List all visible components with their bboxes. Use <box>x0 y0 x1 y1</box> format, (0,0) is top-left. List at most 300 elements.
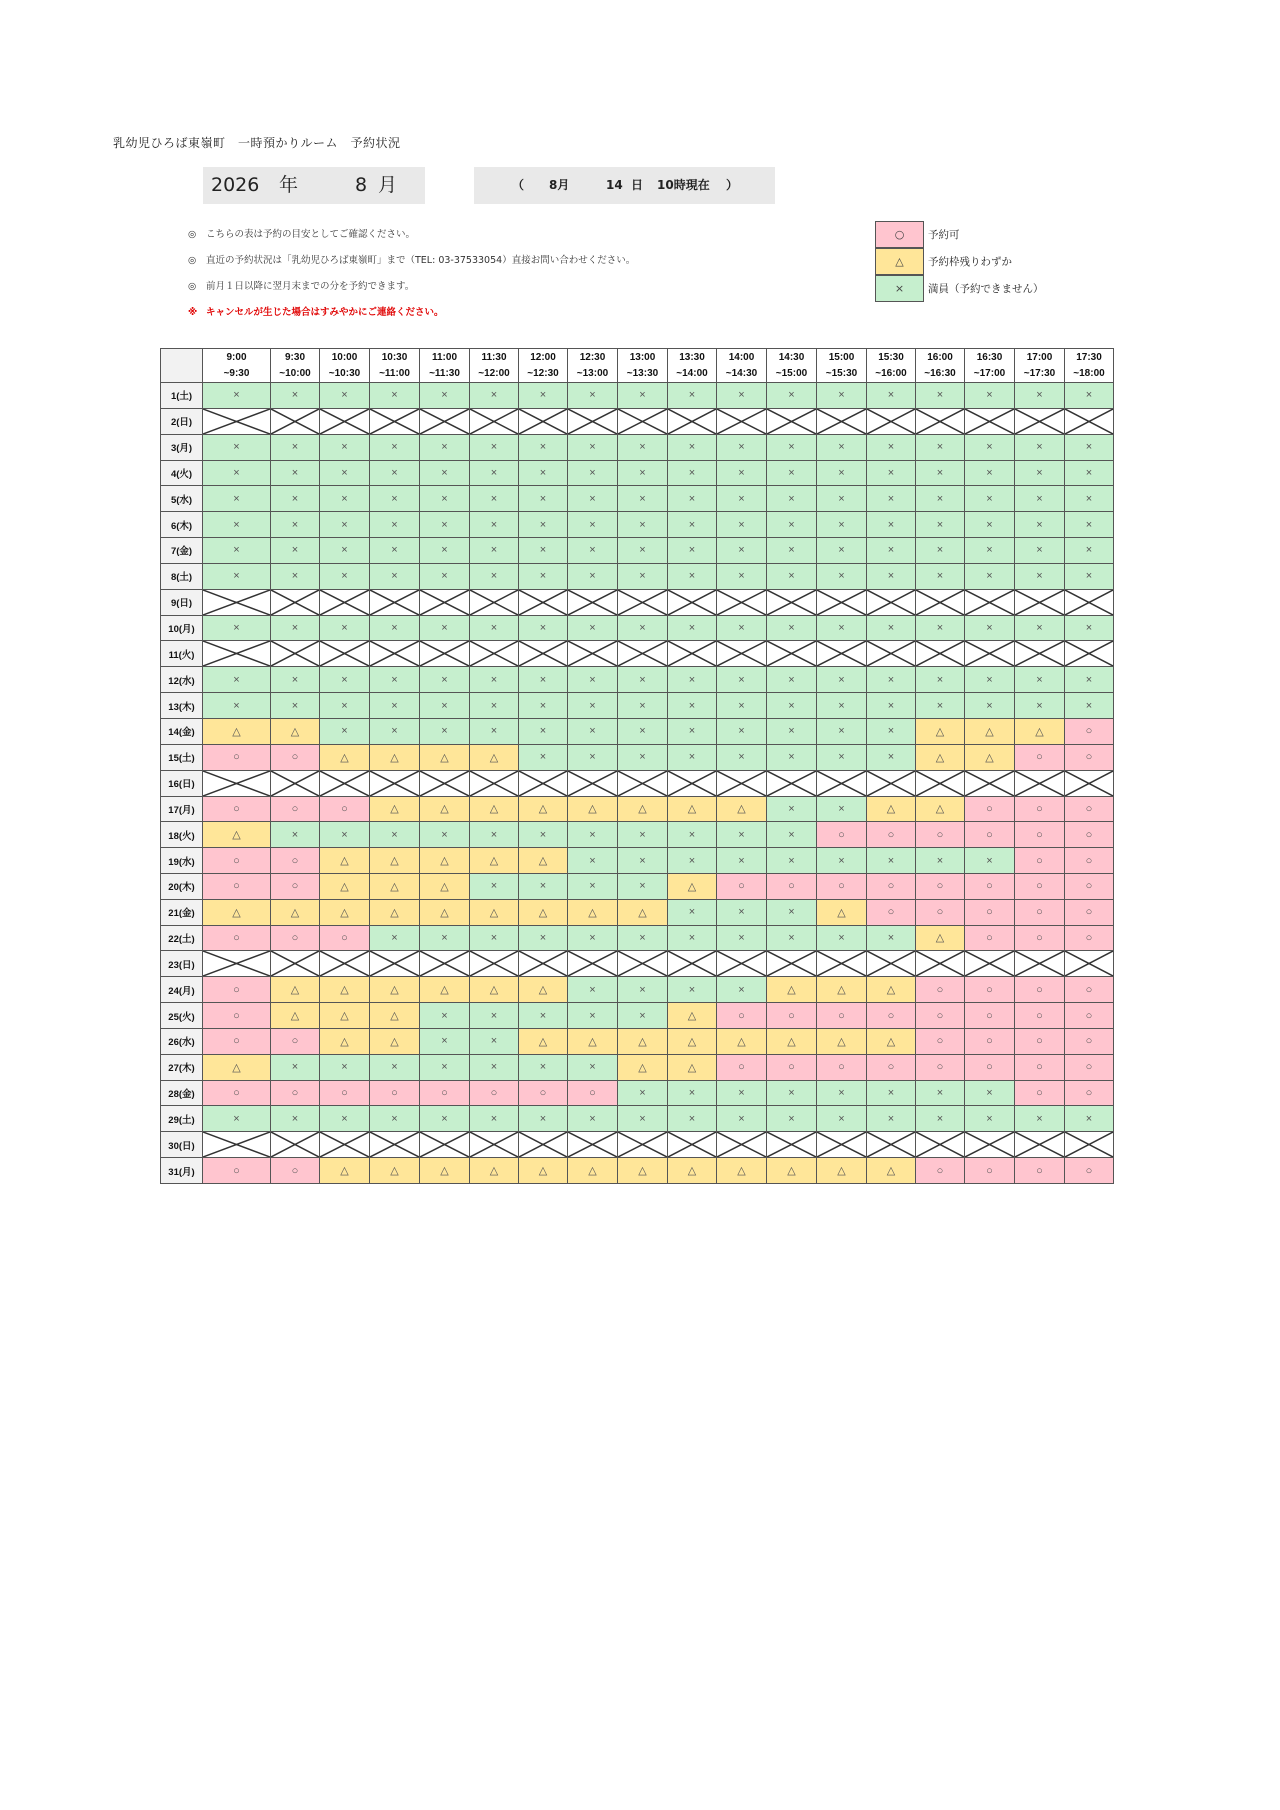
slot-full: × <box>568 537 618 563</box>
closed-cell <box>370 408 420 434</box>
slot-full: × <box>420 537 470 563</box>
closed-cell <box>519 951 568 977</box>
slot-few: △ <box>817 899 867 925</box>
day-row <box>161 770 1114 796</box>
closed-cross-icon <box>1065 951 1113 976</box>
closed-cell <box>867 589 916 615</box>
slot-full: × <box>618 1080 668 1106</box>
slot-full: × <box>916 1080 965 1106</box>
slot-full: × <box>717 537 767 563</box>
slot-few: △ <box>767 1158 817 1184</box>
closed-cell <box>470 1132 519 1158</box>
closed-cell <box>1065 408 1114 434</box>
slot-available: ○ <box>916 899 965 925</box>
slot-available: ○ <box>271 1028 320 1054</box>
slot-full: × <box>618 822 668 848</box>
slot-full: × <box>1065 460 1114 486</box>
closed-cross-icon <box>916 641 964 666</box>
slot-few: △ <box>618 796 668 822</box>
day-row <box>161 1080 1114 1106</box>
closed-cell <box>618 589 668 615</box>
slot-full: × <box>519 822 568 848</box>
closed-cell <box>1015 589 1065 615</box>
closed-cell <box>965 1132 1015 1158</box>
slot-full: × <box>568 486 618 512</box>
slot-full: × <box>965 848 1015 874</box>
slot-available: ○ <box>1065 1054 1114 1080</box>
slot-few: △ <box>470 899 519 925</box>
closed-cross-icon <box>867 409 915 434</box>
slot-available: ○ <box>1015 1054 1065 1080</box>
slot-full: × <box>568 460 618 486</box>
closed-cross-icon <box>668 590 716 615</box>
slot-full: × <box>568 925 618 951</box>
slot-full: × <box>470 718 519 744</box>
slot-available: ○ <box>767 1054 817 1080</box>
slot-full: × <box>470 822 519 848</box>
slot-few: △ <box>867 977 916 1003</box>
closed-cell <box>203 641 271 667</box>
closed-cell <box>668 1132 717 1158</box>
reservation-table <box>160 348 1114 1184</box>
slot-available: ○ <box>1015 822 1065 848</box>
slot-full: × <box>320 537 370 563</box>
slot-full: × <box>618 383 668 409</box>
slot-few: △ <box>320 873 370 899</box>
slot-available: ○ <box>203 848 271 874</box>
closed-cell <box>916 1132 965 1158</box>
closed-cell <box>568 951 618 977</box>
slot-full: × <box>867 615 916 641</box>
time-slot-start: 17:00 <box>1026 351 1053 363</box>
closed-cell <box>271 951 320 977</box>
slot-full: × <box>568 1106 618 1132</box>
slot-available: ○ <box>1015 1080 1065 1106</box>
slot-few: △ <box>965 718 1015 744</box>
slot-few: △ <box>519 977 568 1003</box>
closed-cross-icon <box>965 590 1014 615</box>
slot-available: ○ <box>916 1158 965 1184</box>
closed-cell <box>420 951 470 977</box>
slot-available: ○ <box>1015 1158 1065 1184</box>
closed-cross-icon <box>965 1132 1014 1157</box>
slot-available: ○ <box>965 796 1015 822</box>
slot-few: △ <box>867 1158 916 1184</box>
closed-cross-icon <box>370 951 419 976</box>
slot-full: × <box>420 512 470 538</box>
closed-cross-icon <box>568 951 617 976</box>
time-slot-end: ~10:30 <box>328 367 361 379</box>
slot-full: × <box>271 383 320 409</box>
slot-full: × <box>717 1080 767 1106</box>
closed-cross-icon <box>420 1132 469 1157</box>
slot-full: × <box>1015 615 1065 641</box>
closed-cross-icon <box>717 590 766 615</box>
slot-few: △ <box>271 1003 320 1029</box>
closed-cell <box>867 1132 916 1158</box>
slot-available: ○ <box>1065 1080 1114 1106</box>
slot-full: × <box>668 822 717 848</box>
day-row <box>161 925 1114 951</box>
day-label: 20(木) <box>161 873 203 899</box>
slot-full: × <box>203 434 271 460</box>
closed-cell <box>568 408 618 434</box>
slot-full: × <box>320 667 370 693</box>
slot-full: × <box>568 667 618 693</box>
slot-available: ○ <box>1015 925 1065 951</box>
closed-cross-icon <box>370 771 419 796</box>
slot-available: ○ <box>1015 873 1065 899</box>
slot-full: × <box>519 537 568 563</box>
slot-full: × <box>420 693 470 719</box>
slot-full: × <box>320 563 370 589</box>
slot-full: × <box>1065 512 1114 538</box>
closed-cell <box>1065 641 1114 667</box>
page-title: 乳幼児ひろば東嶺町 一時預かりルーム 予約状況 <box>113 136 401 150</box>
slot-full: × <box>568 744 618 770</box>
slot-available: ○ <box>717 873 767 899</box>
slot-few: △ <box>618 899 668 925</box>
closed-cell <box>568 1132 618 1158</box>
slot-full: × <box>867 434 916 460</box>
slot-full: × <box>817 667 867 693</box>
slot-full: × <box>668 977 717 1003</box>
closed-cross-icon <box>916 771 964 796</box>
slot-full: × <box>470 925 519 951</box>
slot-full: × <box>320 693 370 719</box>
day-label: 7(金) <box>161 537 203 563</box>
slot-full: × <box>271 512 320 538</box>
closed-cell <box>420 1132 470 1158</box>
slot-full: × <box>568 563 618 589</box>
slot-full: × <box>916 1106 965 1132</box>
day-label: 28(金) <box>161 1080 203 1106</box>
note-mark: ◎ <box>188 229 197 240</box>
slot-full: × <box>767 744 817 770</box>
slot-full: × <box>965 512 1015 538</box>
closed-cross-icon <box>965 951 1014 976</box>
time-slot-end: ~14:00 <box>676 367 708 379</box>
time-slot-start: 15:30 <box>878 351 904 363</box>
slot-available: ○ <box>470 1080 519 1106</box>
slot-available: ○ <box>965 873 1015 899</box>
closed-cross-icon <box>618 951 667 976</box>
slot-few: △ <box>203 822 271 848</box>
day-row <box>161 899 1114 925</box>
slot-full: × <box>203 1106 271 1132</box>
closed-cross-icon <box>817 771 866 796</box>
time-slot-start: 15:00 <box>828 351 855 363</box>
slot-few: △ <box>519 899 568 925</box>
slot-few: △ <box>203 899 271 925</box>
time-slot-header <box>470 349 519 383</box>
slot-full: × <box>420 1054 470 1080</box>
day-row <box>161 1054 1114 1080</box>
closed-cross-icon <box>203 641 270 666</box>
slot-available: ○ <box>817 873 867 899</box>
slot-full: × <box>618 693 668 719</box>
slot-few: △ <box>320 977 370 1003</box>
time-slot-header <box>767 349 817 383</box>
slot-full: × <box>271 822 320 848</box>
slot-full: × <box>1065 486 1114 512</box>
day-label: 26(水) <box>161 1028 203 1054</box>
closed-cross-icon <box>1065 641 1113 666</box>
slot-full: × <box>568 615 618 641</box>
slot-full: × <box>668 744 717 770</box>
closed-cross-icon <box>916 951 964 976</box>
closed-cell <box>568 770 618 796</box>
slot-full: × <box>668 615 717 641</box>
closed-cross-icon <box>817 1132 866 1157</box>
slot-full: × <box>965 563 1015 589</box>
time-slot-start: 14:00 <box>728 351 755 363</box>
slot-few: △ <box>867 796 916 822</box>
slot-available: ○ <box>203 1003 271 1029</box>
closed-cross-icon <box>519 590 567 615</box>
slot-full: × <box>717 383 767 409</box>
status-date-box <box>474 167 775 204</box>
slot-full: × <box>470 1003 519 1029</box>
day-label: 8(土) <box>161 563 203 589</box>
time-slot-header <box>203 349 271 383</box>
slot-full: × <box>618 925 668 951</box>
slot-full: × <box>519 434 568 460</box>
time-slot-start: 12:30 <box>579 351 606 363</box>
closed-cell <box>420 641 470 667</box>
note-text: キャンセルが生じた場合はすみやかにご連絡ください。 <box>206 307 444 318</box>
slot-available: ○ <box>817 822 867 848</box>
slot-few: △ <box>420 848 470 874</box>
status-time: 10時現在 <box>657 178 710 192</box>
slot-available: ○ <box>916 822 965 848</box>
slot-few: △ <box>470 848 519 874</box>
closed-cell <box>470 951 519 977</box>
slot-full: × <box>867 1080 916 1106</box>
closed-cross-icon <box>271 951 319 976</box>
closed-cell <box>1015 951 1065 977</box>
closed-cell <box>271 408 320 434</box>
slot-full: × <box>568 977 618 1003</box>
slot-full: × <box>1065 383 1114 409</box>
slot-full: × <box>767 822 817 848</box>
slot-available: ○ <box>320 925 370 951</box>
closed-cell <box>203 951 271 977</box>
closed-cross-icon <box>420 951 469 976</box>
slot-full: × <box>916 537 965 563</box>
slot-few: △ <box>320 1003 370 1029</box>
closed-cross-icon <box>568 409 617 434</box>
slot-full: × <box>867 563 916 589</box>
slot-full: × <box>618 486 668 512</box>
slot-full: × <box>916 693 965 719</box>
closed-cross-icon <box>668 641 716 666</box>
slot-full: × <box>965 537 1015 563</box>
slot-few: △ <box>916 925 965 951</box>
slot-available: ○ <box>1065 899 1114 925</box>
closed-cell <box>420 408 470 434</box>
slot-full: × <box>1065 615 1114 641</box>
day-row <box>161 383 1114 409</box>
time-slot-end: ~9:30 <box>223 367 250 379</box>
legend-label: 予約枠残りわずか <box>928 256 1012 268</box>
day-row <box>161 486 1114 512</box>
slot-full: × <box>965 434 1015 460</box>
time-slot-header <box>519 349 568 383</box>
slot-available: ○ <box>1015 848 1065 874</box>
slot-full: × <box>470 512 519 538</box>
day-row <box>161 951 1114 977</box>
slot-few: △ <box>370 848 420 874</box>
slot-available: ○ <box>867 899 916 925</box>
slot-full: × <box>668 563 717 589</box>
slot-available: ○ <box>965 899 1015 925</box>
slot-full: × <box>568 873 618 899</box>
closed-cross-icon <box>817 409 866 434</box>
slot-few: △ <box>519 848 568 874</box>
closed-cell <box>470 408 519 434</box>
closed-cell <box>470 770 519 796</box>
slot-full: × <box>668 925 717 951</box>
closed-cross-icon <box>1015 590 1064 615</box>
closed-cross-icon <box>271 1132 319 1157</box>
slot-full: × <box>817 744 867 770</box>
slot-full: × <box>203 537 271 563</box>
slot-full: × <box>916 460 965 486</box>
closed-cell <box>1015 1132 1065 1158</box>
slot-few: △ <box>370 899 420 925</box>
slot-full: × <box>568 848 618 874</box>
closed-cross-icon <box>370 1132 419 1157</box>
closed-cross-icon <box>817 590 866 615</box>
slot-few: △ <box>568 796 618 822</box>
day-label: 9(日) <box>161 589 203 615</box>
slot-few: △ <box>568 899 618 925</box>
slot-full: × <box>767 615 817 641</box>
slot-full: × <box>817 925 867 951</box>
status-close-paren: ） <box>726 178 739 192</box>
slot-full: × <box>717 925 767 951</box>
slot-full: × <box>618 563 668 589</box>
closed-cell <box>618 951 668 977</box>
closed-cross-icon <box>618 590 667 615</box>
closed-cell <box>767 951 817 977</box>
slot-full: × <box>420 1003 470 1029</box>
slot-full: × <box>867 1106 916 1132</box>
day-label: 12(水) <box>161 667 203 693</box>
slot-full: × <box>767 434 817 460</box>
slot-few: △ <box>519 1028 568 1054</box>
slot-few: △ <box>817 1158 867 1184</box>
slot-available: ○ <box>965 977 1015 1003</box>
time-slot-header <box>817 349 867 383</box>
closed-cross-icon <box>203 409 270 434</box>
day-row <box>161 1003 1114 1029</box>
closed-cross-icon <box>767 409 816 434</box>
legend-label: 予約可 <box>928 229 960 241</box>
status-day-unit: 日 <box>631 178 644 192</box>
closed-cross-icon <box>817 951 866 976</box>
slot-full: × <box>817 460 867 486</box>
slot-full: × <box>618 718 668 744</box>
slot-full: × <box>370 486 420 512</box>
slot-full: × <box>519 383 568 409</box>
closed-cell <box>916 408 965 434</box>
slot-few: △ <box>420 796 470 822</box>
slot-available: ○ <box>916 1003 965 1029</box>
slot-full: × <box>519 718 568 744</box>
slot-few: △ <box>320 1028 370 1054</box>
day-row <box>161 822 1114 848</box>
slot-few: △ <box>1015 718 1065 744</box>
slot-full: × <box>420 563 470 589</box>
closed-cross-icon <box>867 590 915 615</box>
slot-full: × <box>668 667 717 693</box>
closed-cell <box>767 770 817 796</box>
closed-cross-icon <box>767 641 816 666</box>
status-open-paren: （ <box>512 178 525 192</box>
day-label: 1(土) <box>161 383 203 409</box>
slot-full: × <box>420 1028 470 1054</box>
closed-cross-icon <box>568 1132 617 1157</box>
slot-full: × <box>916 434 965 460</box>
slot-available: ○ <box>965 1028 1015 1054</box>
time-slot-start: 12:00 <box>530 351 556 363</box>
slot-full: × <box>767 667 817 693</box>
closed-cross-icon <box>717 1132 766 1157</box>
note-cancel-warning <box>188 306 635 332</box>
slot-available: ○ <box>203 977 271 1003</box>
closed-cell <box>965 589 1015 615</box>
slot-full: × <box>1065 563 1114 589</box>
slot-full: × <box>717 822 767 848</box>
closed-cell <box>867 641 916 667</box>
slot-full: × <box>370 693 420 719</box>
time-slot-end: ~17:00 <box>973 367 1006 379</box>
closed-cell <box>817 408 867 434</box>
closed-cross-icon <box>1065 409 1113 434</box>
slot-full: × <box>717 667 767 693</box>
closed-cell <box>203 1132 271 1158</box>
slot-full: × <box>203 615 271 641</box>
slot-full: × <box>618 873 668 899</box>
slot-few: △ <box>470 796 519 822</box>
day-row <box>161 1028 1114 1054</box>
slot-few: △ <box>420 1158 470 1184</box>
slot-few: △ <box>370 1158 420 1184</box>
day-row <box>161 667 1114 693</box>
slot-full: × <box>767 383 817 409</box>
closed-cross-icon <box>1065 590 1113 615</box>
slot-few: △ <box>320 744 370 770</box>
slot-few: △ <box>203 718 271 744</box>
slot-available: ○ <box>717 1003 767 1029</box>
slot-full: × <box>271 667 320 693</box>
slot-full: × <box>320 486 370 512</box>
day-row <box>161 537 1114 563</box>
slot-few: △ <box>668 796 717 822</box>
note-mark: ◎ <box>188 255 197 266</box>
slot-full: × <box>717 977 767 1003</box>
slot-full: × <box>470 1054 519 1080</box>
time-slot-start: 9:00 <box>226 351 247 363</box>
slot-full: × <box>519 873 568 899</box>
day-label: 29(土) <box>161 1106 203 1132</box>
closed-cell <box>320 1132 370 1158</box>
slot-full: × <box>568 1054 618 1080</box>
slot-available: ○ <box>568 1080 618 1106</box>
slot-full: × <box>817 563 867 589</box>
